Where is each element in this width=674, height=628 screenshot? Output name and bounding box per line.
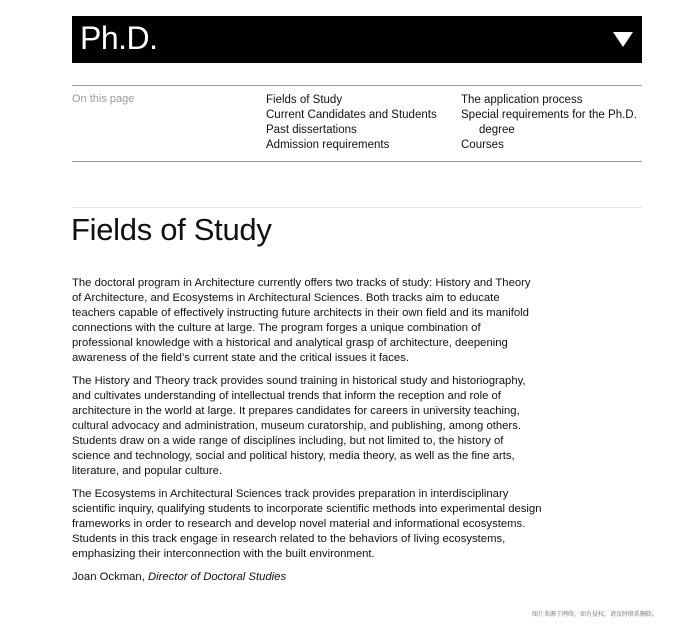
page-title: Ph.D.	[80, 20, 158, 56]
toc-link-admission-requirements[interactable]: Admission requirements	[266, 139, 390, 151]
toc-link-courses[interactable]: Courses	[461, 139, 504, 151]
menu-toggle-button[interactable]	[612, 31, 634, 48]
signature	[72, 570, 542, 585]
toc-column-2	[461, 93, 646, 153]
watermark-text: 图片来源于网络，如有侵权，请及时联系删除。	[531, 612, 658, 618]
toc-label: On this page	[72, 93, 135, 105]
toc-link-special-requirements[interactable]: Special requirements for the Ph.D. degree	[461, 109, 637, 136]
toc-column-1	[266, 93, 437, 153]
signature-title: Director of Doctoral Studies	[147, 571, 287, 583]
body-paragraph: The doctoral program in Architecture currently offers two tracks of study: History and Theory of Architecture, and Ecosystems in Architectural Sciences. Both tracks aim to educate teachers capable of effectively instructing future architects in their own field and its manifold connections with the culture at large. The program forges a unique combination of professional knowledge with a historical and analytical grasp of architecture, deepening awareness of the field’s current state and the critical issues it faces.	[72, 277, 531, 364]
toc-link-fields-of-study[interactable]: Fields of Study	[266, 94, 343, 106]
section-body	[72, 276, 542, 593]
body-paragraph: The History and Theory track provides sound training in historical study and historiography, and cultivates understanding of intellectual trends that inform the reception and role of architecture in the world at large. It prepares candidates for careers in university teaching, cultural advocacy and administration, museum curatorship, and publishing, among others. Students draw on a wide range of disciplines including, but not limited to, the history of science and technology, social and political history, media theory, as well as the fine arts, literature, and popular culture.	[72, 375, 526, 477]
triangle-down-icon	[612, 31, 634, 48]
toc-link-current-candidates[interactable]: Current Candidates and Students	[266, 109, 437, 121]
signature-name: Joan Ockman,	[72, 571, 145, 583]
toc-bottom-divider	[72, 161, 642, 162]
page-header-banner	[72, 16, 642, 63]
toc-link-application-process[interactable]: The application process	[461, 94, 583, 106]
toc-top-divider	[72, 85, 642, 86]
body-paragraph: The Ecosystems in Architectural Sciences track provides preparation in interdisciplinary scientific inquiry, qualifying students to incorporate scientific methods into experimental design frameworks in order to research and develop novel material and informational ecosystems. Students in this track engage in research related to the behaviors of living ecosystems, emphasizing their interconnection with the built environment.	[72, 488, 542, 560]
section-heading: Fields of Study	[71, 212, 272, 247]
toc-link-past-dissertations[interactable]: Past dissertations	[266, 124, 357, 136]
